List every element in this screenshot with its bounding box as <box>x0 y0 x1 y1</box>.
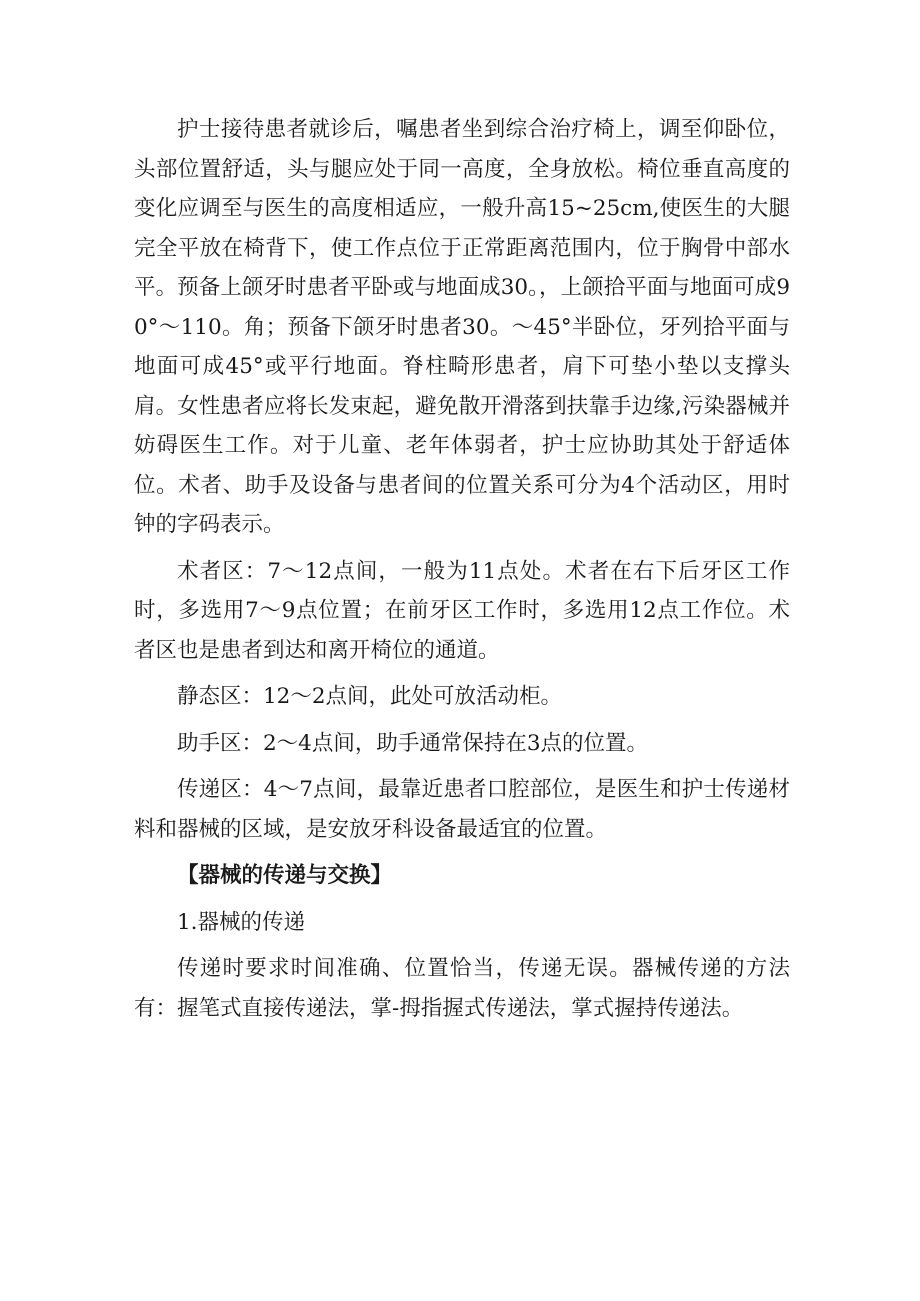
paragraph-instrument-transfer: 传递时要求时间准确、位置恰当，传递无误。器械传递的方法有：握笔式直接传递法，掌-拇指握式传递法，掌式握持传递法。 <box>134 956 790 1021</box>
paragraph-patient-position: 护士接待患者就诊后，嘱患者坐到综合治疗椅上，调至仰卧位，头部位置舒适，头与腿应处于同一高度，全身放松。椅位垂直高度的变化应调至与医生的高度相适应，一般升高15~25cm,使医生的大腿完全平放在椅背下，使工作点位于正常距离范围内，位于胸骨中部水平。预备上颌牙时患者平卧或与地面成30。，上颌拾平面与地面可成90°～110。角；预备下颌牙时患者30。～45°半卧位，牙列拾平面与地面可成45°或平行地面。脊柱畸形患者，肩下可垫小垫以支撑头肩。女性患者应将长发束起，避免散开滑落到扶靠手边缘,污染器械并妨碍医生工作。对于儿童、老年体弱者，护士应协助其处于舒适体位。术者、助手及设备与患者间的位置关系可分为4个活动区，用时钟的字码表示。 <box>134 117 790 537</box>
paragraph-static-zone: 静态区：12～2点间，此处可放活动柜。 <box>177 684 563 709</box>
paragraph-assistant-zone: 助手区：2～4点间，助手通常保持在3点的位置。 <box>177 730 649 756</box>
section-heading: 【器械的传递与交换】 <box>177 863 393 888</box>
subsection-heading: 1.器械的传递 <box>177 909 306 935</box>
paragraph-operator-zone: 术者区：7～12点间，一般为11点处。术者在右下后牙区工作时，多选用7～9点位置；在前牙区工作时，多选用12点工作位。术者区也是患者到达和离开椅位的通道。 <box>134 558 790 663</box>
paragraph-transfer-zone: 传递区：4～7点间，最靠近患者口腔部位，是医生和护士传递材料和器械的区域，是安放牙科设备最适宜的位置。 <box>134 777 790 842</box>
document-body <box>134 110 790 1035</box>
